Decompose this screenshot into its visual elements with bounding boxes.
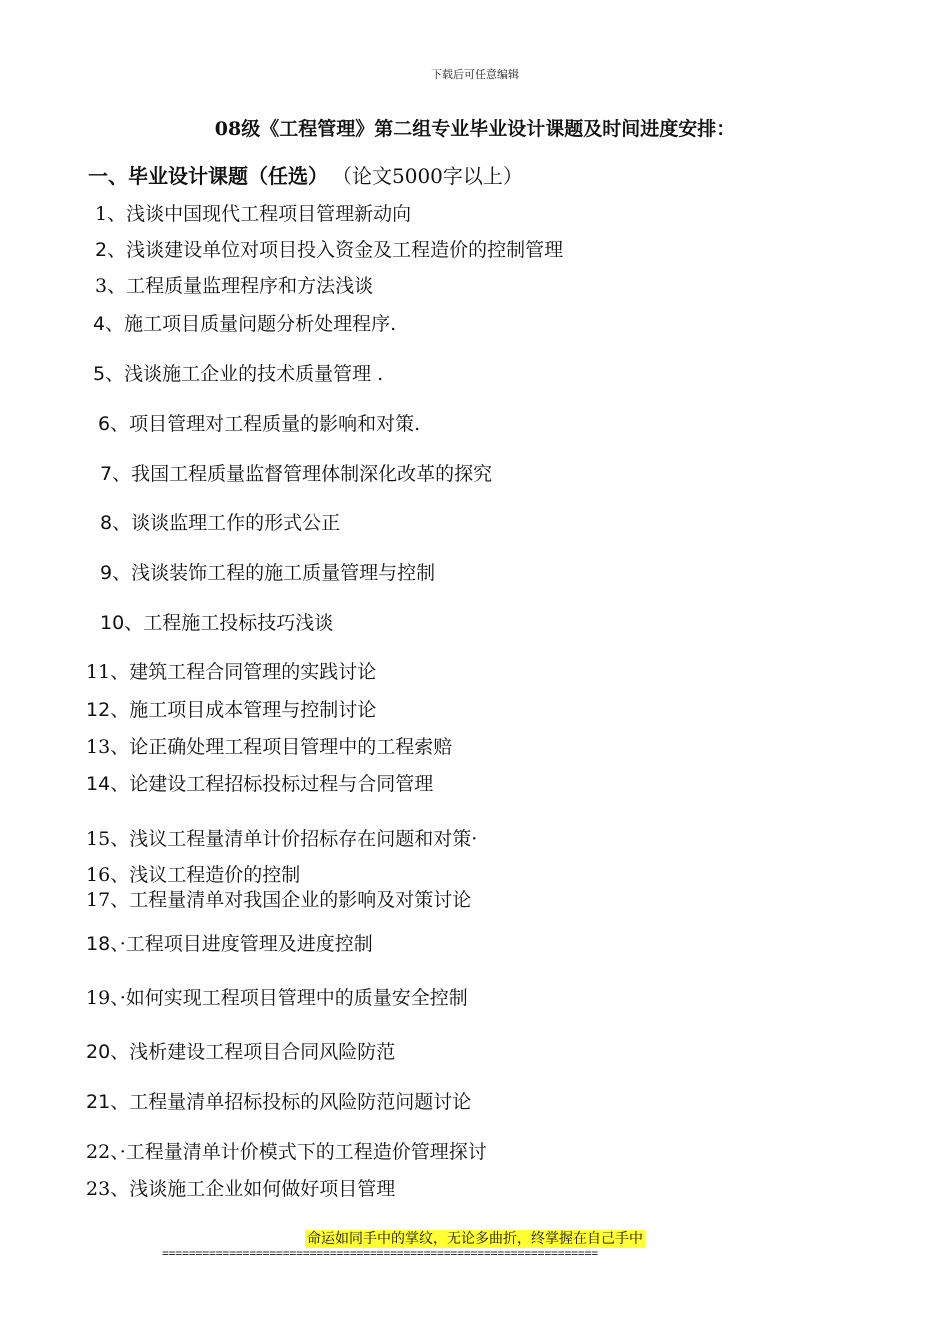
document-title: 08级《工程管理》第二组专业毕业设计课题及时间进度安排： <box>214 118 736 140</box>
topic-item <box>100 608 333 635</box>
topic-text: 浅议工程造价的控制 <box>129 864 301 886</box>
topic-number: 4 <box>93 313 106 335</box>
topic-number: 10 <box>100 612 125 634</box>
topic-item <box>86 885 471 912</box>
topic-text: 建筑工程合同管理的实践讨论 <box>129 661 377 683</box>
topic-text: 工程量清单对我国企业的影响及对策讨论 <box>129 889 472 911</box>
topic-text: ·工程项目进度管理及进度控制 <box>119 933 373 955</box>
topic-separator: 、 <box>110 987 120 1009</box>
topic-text: 浅议工程量清单计价招标存在问题和对策· <box>129 828 478 850</box>
footer <box>0 1228 950 1248</box>
topic-item <box>86 824 477 851</box>
topic-number: 9 <box>100 562 113 584</box>
topic-item <box>98 409 420 436</box>
topic-number: 16 <box>86 864 111 886</box>
topic-number: 23 <box>86 1178 111 1200</box>
topic-separator: 、 <box>110 933 120 955</box>
topic-separator: 、 <box>110 1091 130 1113</box>
section-heading-text: 一、毕业设计课题（任选） <box>88 164 328 188</box>
topic-item <box>86 983 468 1010</box>
section-heading-note: （论文5000字以上） <box>342 164 523 188</box>
topic-text: 浅谈施工企业如何做好项目管理 <box>129 1178 396 1200</box>
topic-text: 论正确处理工程项目管理中的工程索赔 <box>129 736 453 758</box>
topic-text: 谈谈监理工作的形式公正 <box>131 512 341 534</box>
topic-text: 浅谈装饰工程的施工质量管理与控制 <box>131 562 436 584</box>
topic-text: 项目管理对工程质量的影响和对策. <box>129 413 421 435</box>
topic-number: 13 <box>86 736 111 758</box>
topic-text: ·如何实现工程项目管理中的质量安全控制 <box>119 987 468 1009</box>
topic-separator: 、 <box>110 828 130 850</box>
topic-text: 工程施工投标技巧浅谈 <box>143 612 334 634</box>
topic-item <box>86 1174 395 1201</box>
topic-number: 22 <box>86 1141 111 1163</box>
topic-separator: 、 <box>112 463 132 485</box>
topic-number: 11 <box>86 661 111 683</box>
footer-motto: 命运如同手中的掌纹，无论多曲折，终掌握在自己手中 <box>307 1231 643 1247</box>
topic-separator: 、 <box>110 1141 120 1163</box>
section-heading <box>88 160 523 189</box>
topic-separator: 、 <box>110 699 130 721</box>
topic-item <box>95 271 373 298</box>
topic-item <box>86 732 452 759</box>
topic-item <box>86 695 376 722</box>
topic-separator: 、 <box>110 864 130 886</box>
topic-separator: 、 <box>110 1178 130 1200</box>
topic-item <box>95 199 411 226</box>
topic-text: 工程质量监理程序和方法浅谈 <box>126 275 374 297</box>
topic-number: 7 <box>100 463 113 485</box>
topic-number: 15 <box>86 828 111 850</box>
topic-item <box>86 1087 471 1114</box>
topic-separator: 、 <box>107 275 127 297</box>
topic-item <box>100 558 435 585</box>
topic-text: ·工程量清单计价模式下的工程造价管理探讨 <box>119 1141 487 1163</box>
topic-item <box>86 769 433 796</box>
topic-number: 3 <box>95 275 108 297</box>
topic-item <box>86 1037 395 1064</box>
topic-number: 17 <box>86 889 111 911</box>
topic-separator: 、 <box>110 773 130 795</box>
topic-number: 14 <box>86 773 111 795</box>
topic-item <box>86 657 376 684</box>
topic-text: 浅谈施工企业的技术质量管理 . <box>124 363 384 385</box>
topic-separator: 、 <box>105 363 125 385</box>
topic-text: 浅谈建设单位对项目投入资金及工程造价的控制管理 <box>126 239 564 261</box>
topic-separator: 、 <box>112 562 132 584</box>
topic-text: 浅析建设工程项目合同风险防范 <box>129 1041 396 1063</box>
topic-item <box>95 235 563 262</box>
topic-text: 浅谈中国现代工程项目管理新动向 <box>126 203 412 225</box>
topic-text: 我国工程质量监督管理体制深化改革的探究 <box>131 463 493 485</box>
topic-text: 工程量清单招标投标的风险防范问题讨论 <box>129 1091 472 1113</box>
topic-text: 施工项目成本管理与控制讨论 <box>129 699 377 721</box>
topic-item <box>100 459 492 486</box>
topic-separator: 、 <box>110 889 130 911</box>
topic-number: 8 <box>100 512 113 534</box>
topic-item <box>86 1137 487 1164</box>
topic-separator: 、 <box>105 313 125 335</box>
topic-item <box>93 359 383 386</box>
topic-separator: 、 <box>110 413 130 435</box>
topic-separator: 、 <box>107 239 127 261</box>
topic-separator: 、 <box>110 661 130 683</box>
header-note: 下载后可任意编辑 <box>431 68 519 81</box>
topic-number: 18 <box>86 933 111 955</box>
topic-number: 1 <box>95 203 108 225</box>
topic-text: 论建设工程招标投标过程与合同管理 <box>129 773 434 795</box>
topic-number: 12 <box>86 699 111 721</box>
topic-number: 6 <box>98 413 111 435</box>
topic-separator: 、 <box>110 1041 130 1063</box>
footer-divider: ================================================================= <box>162 1246 599 1260</box>
topic-number: 2 <box>95 239 108 261</box>
topic-separator: 、 <box>110 736 130 758</box>
topic-text: 施工项目质量问题分析处理程序. <box>124 313 397 335</box>
topic-number: 5 <box>93 363 106 385</box>
topic-separator: 、 <box>107 203 127 225</box>
topic-number: 20 <box>86 1041 111 1063</box>
topic-separator: 、 <box>124 612 144 634</box>
topic-item <box>100 508 340 535</box>
topic-item <box>86 929 373 956</box>
topic-number: 21 <box>86 1091 111 1113</box>
topic-item <box>93 309 396 336</box>
topic-separator: 、 <box>112 512 132 534</box>
topic-item <box>86 860 300 887</box>
topic-number: 19 <box>86 987 111 1009</box>
